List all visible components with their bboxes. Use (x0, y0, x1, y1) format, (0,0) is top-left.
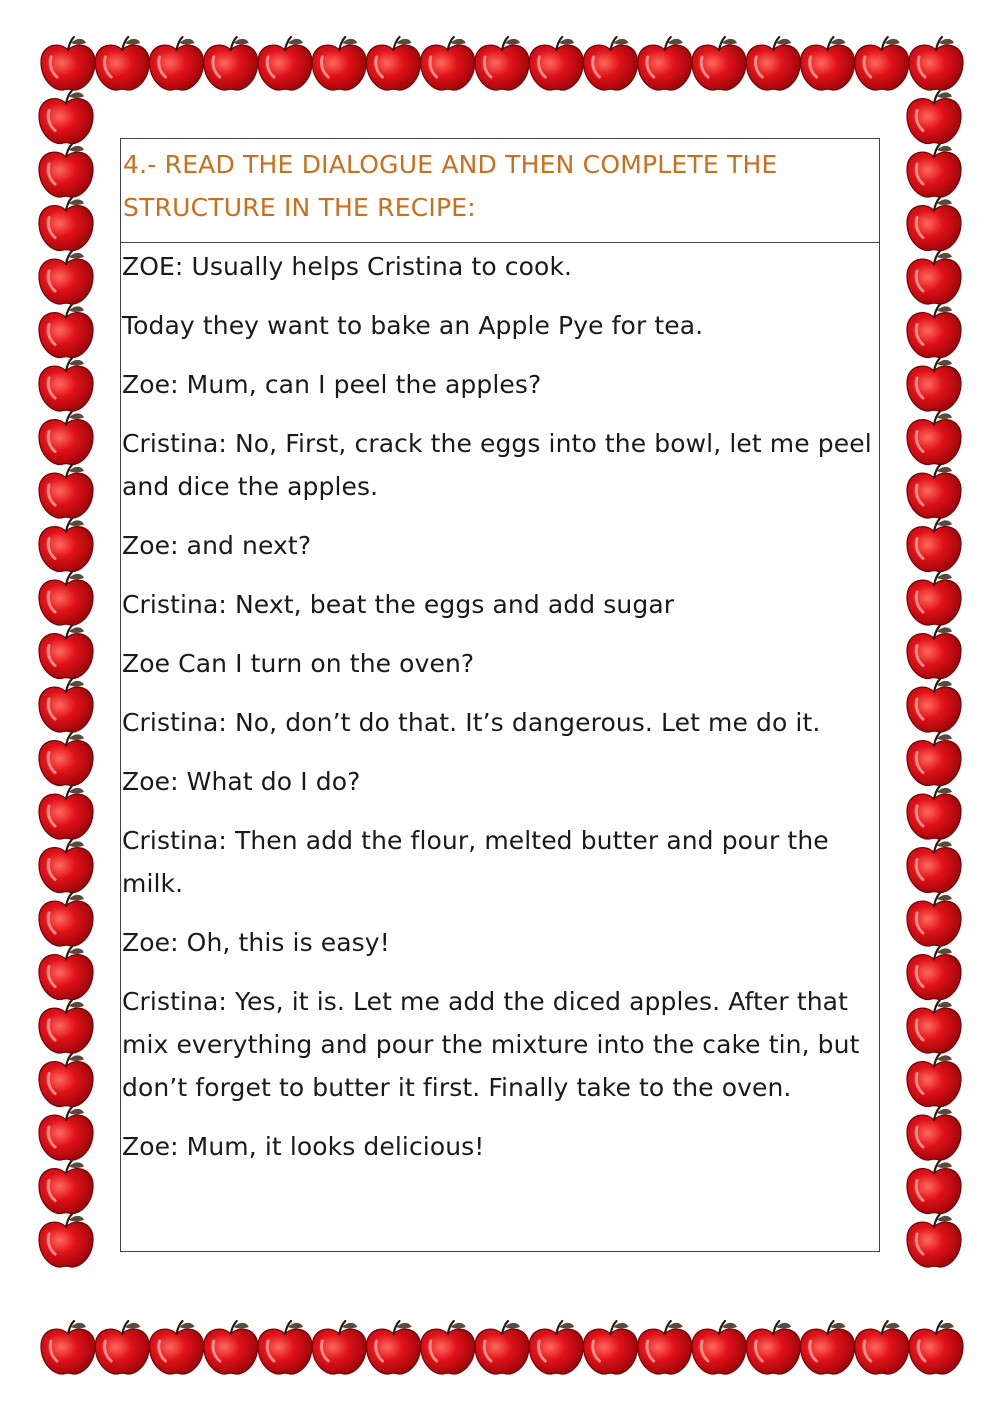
apple-icon (907, 1054, 961, 1107)
apple-icon (907, 572, 961, 625)
dialogue-cell (121, 243, 879, 1168)
dialogue-line: Cristina: No, don’t do that. It’s dangerous. Let me do it. (122, 708, 821, 737)
apple-icon (855, 37, 909, 90)
apple-icon (529, 37, 583, 90)
instruction-heading: 4.- READ THE DIALOGUE AND THEN COMPLETE THE STRUCTURE IN THE RECIPE: (123, 150, 778, 222)
apple-icon (421, 37, 475, 90)
apple-icon (907, 626, 961, 679)
apple-icon (907, 1214, 961, 1267)
apple-icon (746, 37, 800, 90)
dialogue-line: Cristina: Then add the flour, melted butter and pour the milk. (122, 826, 829, 898)
apple-icon (39, 840, 93, 893)
apple-icon (907, 144, 961, 197)
apple-icon (150, 1321, 204, 1374)
dialogue-line: Zoe: Mum, it looks delicious! (122, 1132, 485, 1161)
apple-icon (367, 1321, 421, 1374)
apple-icon (41, 1321, 95, 1374)
apple-icon (39, 1054, 93, 1107)
apple-icon (907, 412, 961, 465)
apple-icon (907, 198, 961, 251)
apple-icon (907, 947, 961, 1000)
apple-icon (39, 1000, 93, 1053)
apple-icon (95, 37, 149, 90)
apple-icon (39, 572, 93, 625)
dialogue-line: Zoe: Mum, can I peel the apples? (122, 370, 542, 399)
apple-icon (529, 1321, 583, 1374)
apple-icon (907, 840, 961, 893)
apple-icon (907, 1161, 961, 1214)
apple-icon (39, 519, 93, 572)
apple-icon (584, 37, 638, 90)
apple-icon (907, 786, 961, 839)
apple-icon (475, 37, 529, 90)
instruction-cell (121, 139, 879, 243)
apple-icon (907, 893, 961, 946)
apple-icon (907, 91, 961, 144)
apple-icon (39, 893, 93, 946)
apple-icon (584, 1321, 638, 1374)
apple-icon (204, 1321, 258, 1374)
apple-icon (39, 1214, 93, 1267)
apple-icon (312, 1321, 366, 1374)
apple-icon (907, 305, 961, 358)
worksheet-box (120, 138, 880, 1252)
apple-icon (907, 679, 961, 732)
apple-icon (907, 251, 961, 304)
apple-icon (204, 37, 258, 90)
dialogue-line: Cristina: Next, beat the eggs and add sugar (122, 590, 675, 619)
apple-icon (39, 626, 93, 679)
apple-icon (39, 1161, 93, 1214)
dialogue-line: ZOE: Usually helps Cristina to cook. (122, 252, 573, 281)
dialogue-line: Zoe Can I turn on the oven? (122, 649, 475, 678)
dialogue-line: Cristina: Yes, it is. Let me add the diced apples. After that mix everything and pour the mixture into the cake tin, but don’t forget to butter it first. Finally take to the oven. (122, 987, 860, 1102)
apple-icon (907, 1000, 961, 1053)
apple-icon (692, 37, 746, 90)
apple-icon (692, 1321, 746, 1374)
apple-icon (39, 305, 93, 358)
apple-icon (312, 37, 366, 90)
apple-icon (367, 37, 421, 90)
apple-icon (801, 1321, 855, 1374)
apple-icon (907, 519, 961, 572)
apple-icon (39, 679, 93, 732)
dialogue-line: Cristina: No, First, crack the eggs into the bowl, let me peel and dice the apples. (122, 429, 872, 501)
apple-icon (421, 1321, 475, 1374)
apple-icon (39, 198, 93, 251)
apple-icon (39, 251, 93, 304)
apple-icon (909, 37, 963, 90)
apple-icon (258, 37, 312, 90)
dialogue-line: Zoe: Oh, this is easy! (122, 928, 390, 957)
dialogue-line: Zoe: What do I do? (122, 767, 361, 796)
apple-icon (907, 465, 961, 518)
apple-icon (907, 358, 961, 411)
apple-icon (258, 1321, 312, 1374)
apple-icon (41, 37, 95, 90)
apple-icon (39, 91, 93, 144)
apple-icon (638, 1321, 692, 1374)
dialogue-line: Zoe: and next? (122, 531, 312, 560)
apple-icon (801, 37, 855, 90)
apple-icon (907, 1107, 961, 1160)
apple-icon (746, 1321, 800, 1374)
apple-icon (855, 1321, 909, 1374)
apple-icon (39, 412, 93, 465)
apple-icon (39, 144, 93, 197)
apple-icon (150, 37, 204, 90)
apple-icon (95, 1321, 149, 1374)
apple-icon (39, 733, 93, 786)
apple-icon (39, 786, 93, 839)
apple-icon (39, 947, 93, 1000)
apple-icon (39, 465, 93, 518)
apple-icon (39, 358, 93, 411)
apple-icon (638, 37, 692, 90)
apple-icon (907, 733, 961, 786)
dialogue-line: Today they want to bake an Apple Pye for tea. (122, 311, 704, 340)
apple-icon (39, 1107, 93, 1160)
apple-icon (475, 1321, 529, 1374)
apple-icon (909, 1321, 963, 1374)
